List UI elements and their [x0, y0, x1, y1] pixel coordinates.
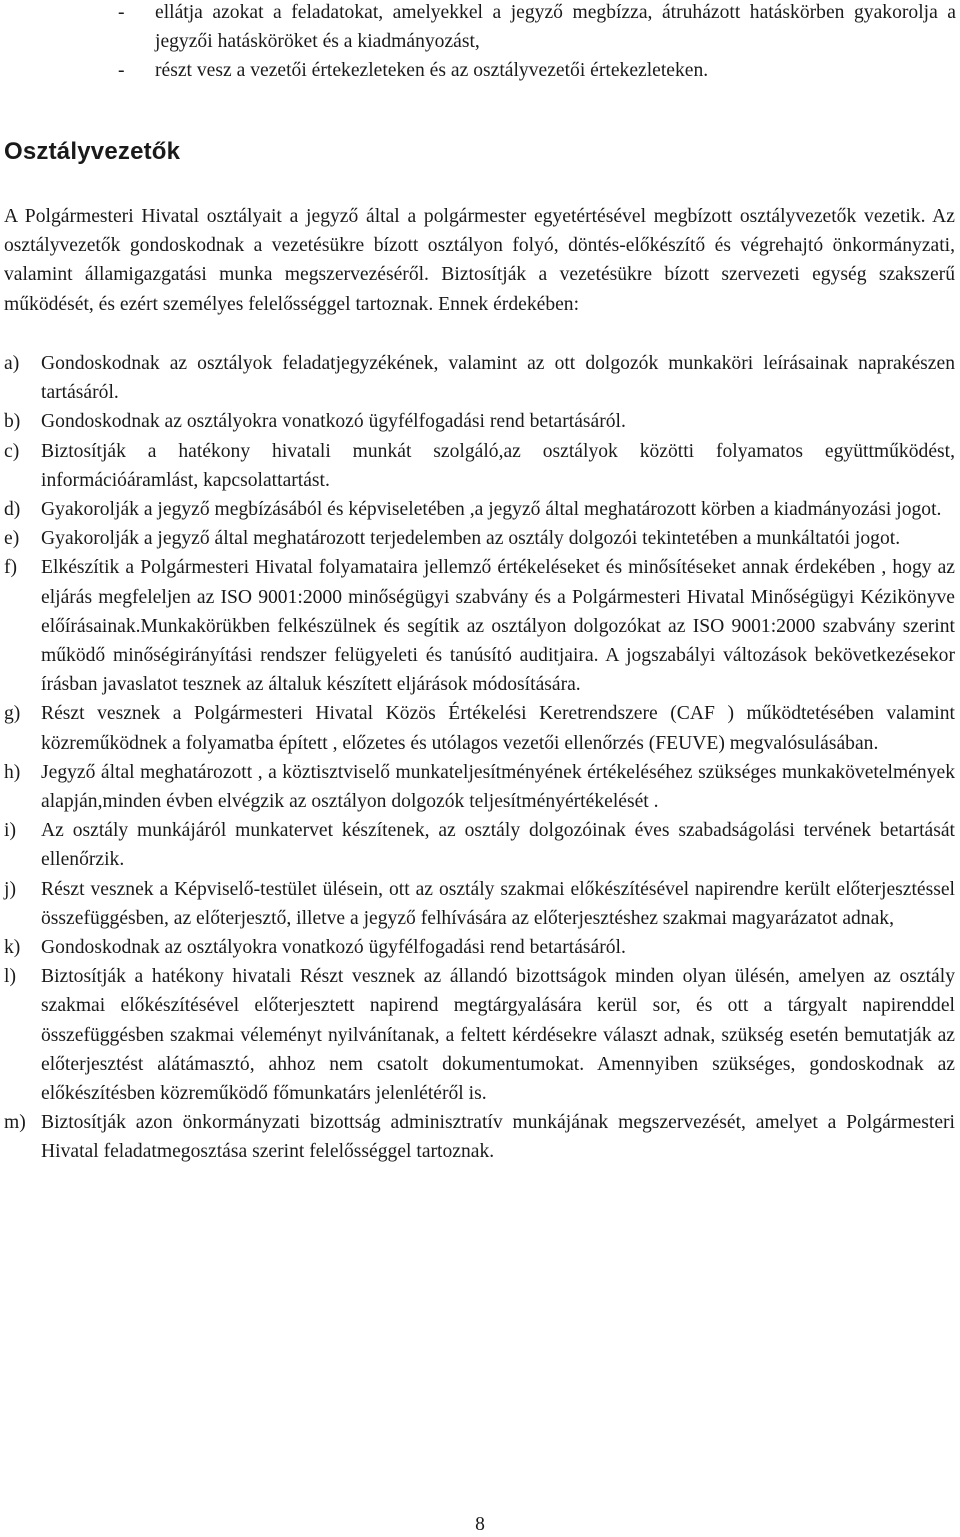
duties-list [4, 349, 955, 1167]
list-item [4, 524, 955, 553]
list-item [0, 56, 960, 85]
list-marker: g) [4, 703, 21, 725]
list-marker: l) [4, 966, 16, 988]
list-item-text: Részt vesznek a Polgármesteri Hivatal Közös Értékelési Keretrendszere (CAF ) működtetésében valamint közreműködnek a folyamatba épített , előzetes és utólagos vezetői ellenőrzés (FEUVE) megvalósulásában. [41, 703, 955, 754]
list-item-text: Jegyző által meghatározott , a köztisztviselő munkateljesítményének értékeléséhez szükséges munkakövetelmények alapján,minden évben elvégzik az osztályon dolgozók teljesítményértékelését . [41, 761, 955, 813]
dash-marker: - [118, 2, 125, 23]
list-item-text: Gyakorolják a jegyző által meghatározott terjedelemben az osztály dolgozói tekintetében a munkáltatói jogot. [41, 528, 901, 550]
list-item [4, 495, 955, 524]
list-marker: d) [4, 499, 21, 521]
dash-marker: - [118, 60, 125, 82]
list-item-text: Gondoskodnak az osztályok feladatjegyzékének, valamint az ott dolgozók munkaköri leírásainak naprakészen tartásáról. [41, 353, 955, 404]
list-marker: f) [4, 557, 18, 579]
section-heading: Osztályvezetők [4, 138, 181, 165]
list-item [4, 816, 955, 874]
list-marker: b) [4, 411, 21, 433]
list-item-text: Gondoskodnak az osztályokra vonatkozó ügyfélfogadási rend betartásáról. [41, 937, 626, 959]
list-item-text: Gondoskodnak az osztályokra vonatkozó ügyfélfogadási rend betartásáról. [41, 411, 626, 433]
list-item [4, 349, 955, 407]
list-item [4, 699, 955, 757]
list-item-text: Biztosítják a hatékony hivatali munkát szolgáló,az osztályok közötti folyamatos együttműködést, információáramlást, kapcsolattartást. [41, 440, 955, 491]
list-item [4, 1108, 955, 1166]
list-item [4, 933, 955, 962]
list-item-text: Gyakorolják a jegyző megbízásából és képviseletében ,a jegyző által meghatározott körben a kiadmányozási jogot. [41, 499, 942, 521]
list-marker: e) [4, 528, 20, 550]
list-marker: a) [4, 353, 20, 374]
page-number: 8 [475, 1514, 485, 1535]
list-item-text: részt vesz a vezetői értekezleteken és az osztályvezetői értekezleteken. [155, 60, 709, 82]
list-marker: k) [4, 937, 21, 959]
list-item [4, 553, 955, 699]
list-marker: h) [4, 761, 21, 783]
list-item-text: Biztosítják azon önkormányzati bizottság adminisztratív munkájának megszervezését, amelyet a Polgármesteri Hivatal feladatmegosztása szerint felelősséggel tartoznak. [41, 1112, 955, 1163]
list-item [4, 962, 955, 1108]
list-item-text: Az osztály munkájáról munkatervet készítenek, az osztály dolgozóinak éves szabadságolási tervének betartását ellenőrzik. [41, 820, 955, 871]
list-item [4, 437, 955, 495]
continued-bullet-list [0, 0, 960, 86]
list-marker: m) [4, 1112, 26, 1134]
list-item-text: Biztosítják a hatékony hivatali Részt vesznek az állandó bizottságok minden olyan ülésén, amelyen az osztály szakmai előkészítésével előterjesztett napirend megtárgyalására kerül sor, és ott a tárgyalt napirenddel összefüggésben szakmai véleményt nyilvánítanak, a feltett kérdésekre választ adnak, szükség esetén bemutatják az előterjesztést alátámasztó, ahhoz nem csatolt dokumentumokat. Amennyiben szükséges, gondoskodnak az előkészítésben közreműködő főmunkatárs jelenlétéről is. [41, 966, 955, 1105]
list-marker: j) [4, 878, 16, 900]
list-item [4, 875, 955, 933]
list-item [0, 0, 960, 56]
list-item-text: Részt vesznek a Képviselő-testület ülésein, ott az osztály szakmai előkészítésével napirendre került előterjesztéssel összefüggésben, az előterjesztő, illetve a jegyző felhívására az előterjesztéshez szakmai magyarázatot adnak, [41, 878, 955, 929]
list-marker: c) [4, 440, 20, 462]
list-item [4, 407, 955, 436]
list-item-text: ellátja azokat a feladatokat, amelyekkel a jegyző megbízza, átruházott hatáskörben gyakorolja a jegyzői hatásköröket és a kiadmányozást, [155, 2, 956, 53]
section-intro-paragraph: A Polgármesteri Hivatal osztályait a jegyző által a polgármester egyetértésével megbízott osztályvezetők vezetik. Az osztályvezetők gondoskodnak a vezetésükre bízott osztályon folyó, döntés-előkészítő és végrehajtó önkormányzati, valamint államigazgatási munka megszervezéséről. Biztosítják a vezetésükre bízott szervezeti egység szakszerű működését, és ezért személyes felelősséggel tartoznak. Ennek érdekében: [4, 206, 955, 315]
list-marker: i) [4, 820, 16, 842]
list-item-text: Elkészítik a Polgármesteri Hivatal folyamataira jellemző értékeléseket és minősítéseket annak érdekében , hogy az eljárás megfeleljen az ISO 9001:2000 minőségügyi szabvány és a Polgármesteri Hivatal Minőségügyi Kézikönyve előírásainak.Munkakörükben felkészülnek és segítik az osztályon dolgozókat az ISO 9001:2000 szabvány szerint működő minőségirányítási rendszer felügyeleti és tanúsító auditjaira. A jogszabályi változások bekövetkezésekor írásban javaslatot tesznek az általuk készített eljárások módosítására. [41, 557, 955, 696]
list-item [4, 758, 955, 816]
